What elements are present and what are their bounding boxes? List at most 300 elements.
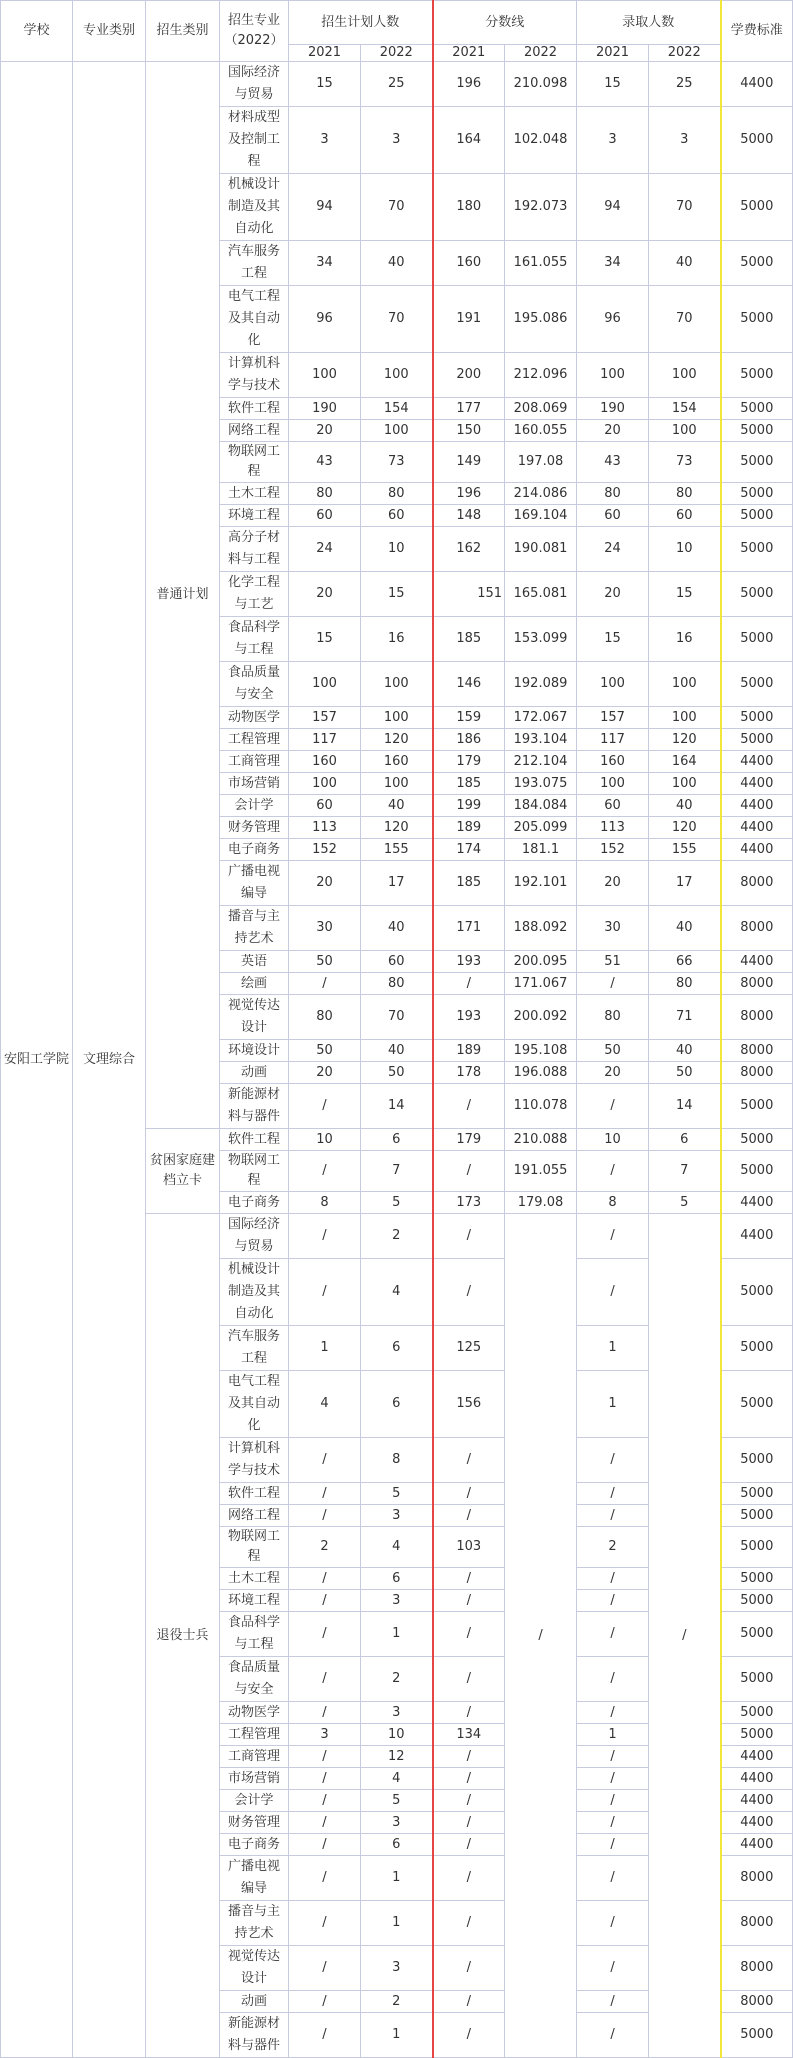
fee-cell: 8000 — [721, 1901, 793, 1946]
plan-2021-cell: / — [289, 1214, 361, 1259]
admitted-2021-cell: 10 — [577, 1129, 649, 1151]
fee-cell: 8000 — [721, 1946, 793, 1991]
score-2022-cell: 195.108 — [505, 1040, 577, 1062]
plan-2022-cell: 100 — [361, 707, 433, 729]
admitted-2021-cell: 15 — [577, 617, 649, 662]
admitted-2022-cell: 120 — [649, 817, 721, 839]
plan-2022-cell: 10 — [361, 527, 433, 572]
admitted-2021-cell: 113 — [577, 817, 649, 839]
admitted-2021-cell: 160 — [577, 751, 649, 773]
score-2022-cell: 190.081 — [505, 527, 577, 572]
admitted-2022-cell: 155 — [649, 839, 721, 861]
fee-cell: 5000 — [721, 1483, 793, 1505]
fee-cell: 5000 — [721, 483, 793, 505]
fee-cell: 8000 — [721, 1991, 793, 2013]
major-cell: 食品科学与工程 — [220, 1612, 289, 1657]
score-2021-cell: / — [433, 1590, 505, 1612]
fee-cell: 8000 — [721, 1856, 793, 1901]
plan-2022-cell: 40 — [361, 906, 433, 951]
fee-cell: 5000 — [721, 1657, 793, 1702]
major-cell: 机械设计制造及其自动化 — [220, 1259, 289, 1326]
plan-2022-cell: 3 — [361, 1946, 433, 1991]
score-2021-cell: / — [433, 1259, 505, 1326]
score-2022-cell: 184.084 — [505, 795, 577, 817]
fee-cell: 5000 — [721, 1438, 793, 1483]
plan-2022-cell: 120 — [361, 729, 433, 751]
admitted-2022-cell: 7 — [649, 1151, 721, 1192]
admitted-2021-cell: 43 — [577, 442, 649, 483]
admitted-2022-cell: / — [649, 1214, 721, 2058]
plan-2021-cell: 20 — [289, 420, 361, 442]
fee-cell: 5000 — [721, 1084, 793, 1129]
plan-2021-cell: 100 — [289, 353, 361, 398]
score-2021-cell: / — [433, 1702, 505, 1724]
major-cell: 环境工程 — [220, 505, 289, 527]
fee-cell: 4400 — [721, 1192, 793, 1214]
admitted-2021-cell: 96 — [577, 286, 649, 353]
major-cell: 视觉传达设计 — [220, 1946, 289, 1991]
fee-cell: 4400 — [721, 795, 793, 817]
score-2021-cell: / — [433, 1946, 505, 1991]
year-plan-2021: 2021 — [289, 45, 361, 62]
score-2021-cell: 180 — [433, 174, 505, 241]
score-2021-cell: 185 — [433, 617, 505, 662]
score-2021-cell: 193 — [433, 951, 505, 973]
admitted-2021-cell: / — [577, 1084, 649, 1129]
major-cell: 汽车服务工程 — [220, 1326, 289, 1371]
fee-cell: 5000 — [721, 2013, 793, 2058]
major-cell: 电子商务 — [220, 839, 289, 861]
admitted-2021-cell: 80 — [577, 483, 649, 505]
score-2021-cell: 196 — [433, 483, 505, 505]
admitted-2021-cell: / — [577, 1812, 649, 1834]
score-2021-cell: 193 — [433, 995, 505, 1040]
score-2022-cell: 210.088 — [505, 1129, 577, 1151]
plan-2021-cell: / — [289, 1702, 361, 1724]
plan-2022-cell: 60 — [361, 951, 433, 973]
score-2021-cell: 191 — [433, 286, 505, 353]
plan-2021-cell: / — [289, 1901, 361, 1946]
major-cell: 广播电视编导 — [220, 1856, 289, 1901]
plan-2021-cell: 10 — [289, 1129, 361, 1151]
plan-2022-cell: 14 — [361, 1084, 433, 1129]
plan-2022-cell: 6 — [361, 1371, 433, 1438]
admitted-2022-cell: 6 — [649, 1129, 721, 1151]
admitted-2022-cell: 60 — [649, 505, 721, 527]
admitted-2022-cell: 5 — [649, 1192, 721, 1214]
year-admitted-2022: 2022 — [649, 45, 721, 62]
plan-2022-cell: 6 — [361, 1129, 433, 1151]
plan-2021-cell: 100 — [289, 773, 361, 795]
major-cell: 新能源材料与器件 — [220, 1084, 289, 1129]
score-2022-cell: 191.055 — [505, 1151, 577, 1192]
major-cell: 网络工程 — [220, 420, 289, 442]
plan-2021-cell: / — [289, 1483, 361, 1505]
admitted-2021-cell: 15 — [577, 62, 649, 107]
plan-2022-cell: 2 — [361, 1991, 433, 2013]
major-cell: 物联网工程 — [220, 1151, 289, 1192]
fee-cell: 8000 — [721, 1040, 793, 1062]
score-2021-cell: 200 — [433, 353, 505, 398]
major-cell: 物联网工程 — [220, 442, 289, 483]
header-school: 学校 — [1, 1, 73, 62]
score-2021-cell: 185 — [433, 773, 505, 795]
major-cell: 环境设计 — [220, 1040, 289, 1062]
score-2022-cell: 205.099 — [505, 817, 577, 839]
major-cell: 工商管理 — [220, 1746, 289, 1768]
admitted-2021-cell: 3 — [577, 107, 649, 174]
admitted-2021-cell: 1 — [577, 1371, 649, 1438]
admitted-2022-cell: 16 — [649, 617, 721, 662]
plan-2022-cell: 50 — [361, 1062, 433, 1084]
score-2022-cell: 212.096 — [505, 353, 577, 398]
score-2022-cell: 110.078 — [505, 1084, 577, 1129]
table-row — [1, 62, 793, 107]
plan-2021-cell: / — [289, 1991, 361, 2013]
score-2021-cell: 103 — [433, 1527, 505, 1568]
major-cell: 工程管理 — [220, 729, 289, 751]
score-2021-cell: 174 — [433, 839, 505, 861]
admitted-2022-cell: 40 — [649, 906, 721, 951]
plan-2021-cell: 80 — [289, 483, 361, 505]
plan-2021-cell: 34 — [289, 241, 361, 286]
header-score: 分数线 — [433, 1, 577, 45]
admitted-2022-cell: 164 — [649, 751, 721, 773]
plan-2021-cell: 30 — [289, 906, 361, 951]
score-2022-cell: 212.104 — [505, 751, 577, 773]
fee-cell: 5000 — [721, 1527, 793, 1568]
header-enroll-type: 招生类别 — [146, 1, 220, 62]
plan-2022-cell: 10 — [361, 1724, 433, 1746]
score-2021-cell: 146 — [433, 662, 505, 707]
fee-cell: 5000 — [721, 442, 793, 483]
admitted-2022-cell: 3 — [649, 107, 721, 174]
plan-2022-cell: 40 — [361, 795, 433, 817]
score-2021-cell: 125 — [433, 1326, 505, 1371]
score-2021-cell: 177 — [433, 398, 505, 420]
fee-cell: 4400 — [721, 817, 793, 839]
year-score-2021: 2021 — [433, 45, 505, 62]
score-2021-cell: 179 — [433, 751, 505, 773]
plan-2021-cell: 43 — [289, 442, 361, 483]
fee-cell: 5000 — [721, 1259, 793, 1326]
plan-2021-cell: 24 — [289, 527, 361, 572]
plan-2021-cell: 117 — [289, 729, 361, 751]
score-2022-cell: 200.095 — [505, 951, 577, 973]
major-cell: 动画 — [220, 1991, 289, 2013]
score-2021-cell: 178 — [433, 1062, 505, 1084]
plan-2021-cell: / — [289, 1590, 361, 1612]
score-2021-cell: / — [433, 973, 505, 995]
major-cell: 绘画 — [220, 973, 289, 995]
plan-2021-cell: 50 — [289, 1040, 361, 1062]
plan-2022-cell: 60 — [361, 505, 433, 527]
fee-cell: 5000 — [721, 1612, 793, 1657]
fee-cell: 4400 — [721, 1812, 793, 1834]
score-2022-cell: 210.098 — [505, 62, 577, 107]
major-cell: 化学工程与工艺 — [220, 572, 289, 617]
fee-cell: 5000 — [721, 1326, 793, 1371]
admitted-2022-cell: 100 — [649, 707, 721, 729]
score-2021-cell: / — [433, 1151, 505, 1192]
plan-2022-cell: 100 — [361, 353, 433, 398]
plan-2021-cell: / — [289, 1856, 361, 1901]
plan-2021-cell: 157 — [289, 707, 361, 729]
plan-2021-cell: 3 — [289, 1724, 361, 1746]
fee-cell: 5000 — [721, 1702, 793, 1724]
admitted-2021-cell: 1 — [577, 1326, 649, 1371]
fee-cell: 5000 — [721, 1590, 793, 1612]
major-cell: 环境工程 — [220, 1590, 289, 1612]
score-2022-cell: 192.089 — [505, 662, 577, 707]
plan-2022-cell: 15 — [361, 572, 433, 617]
score-2022-cell: 188.092 — [505, 906, 577, 951]
score-2021-cell: 162 — [433, 527, 505, 572]
score-2021-cell: 189 — [433, 1040, 505, 1062]
admitted-2022-cell: 17 — [649, 861, 721, 906]
fee-cell: 5000 — [721, 572, 793, 617]
plan-2022-cell: 1 — [361, 1856, 433, 1901]
plan-2022-cell: 155 — [361, 839, 433, 861]
plan-2021-cell: / — [289, 1946, 361, 1991]
admitted-2022-cell: 15 — [649, 572, 721, 617]
fee-cell: 5000 — [721, 1151, 793, 1192]
fee-cell: 5000 — [721, 617, 793, 662]
score-2022-cell: 193.104 — [505, 729, 577, 751]
score-2022-cell: 193.075 — [505, 773, 577, 795]
score-2022-cell: 169.104 — [505, 505, 577, 527]
score-2021-cell: 186 — [433, 729, 505, 751]
admitted-2021-cell: 157 — [577, 707, 649, 729]
admitted-2021-cell: / — [577, 1946, 649, 1991]
plan-2021-cell: 96 — [289, 286, 361, 353]
fee-cell: 5000 — [721, 420, 793, 442]
fee-cell: 5000 — [721, 107, 793, 174]
plan-2021-cell: / — [289, 1438, 361, 1483]
score-2021-cell: 156 — [433, 1371, 505, 1438]
fee-cell: 5000 — [721, 1129, 793, 1151]
fee-cell: 5000 — [721, 353, 793, 398]
admitted-2021-cell: 20 — [577, 572, 649, 617]
admitted-2021-cell: / — [577, 1483, 649, 1505]
fee-cell: 5000 — [721, 527, 793, 572]
fee-cell: 4400 — [721, 1746, 793, 1768]
score-2021-cell: 179 — [433, 1129, 505, 1151]
score-2021-cell: / — [433, 1657, 505, 1702]
admitted-2021-cell: 100 — [577, 353, 649, 398]
plan-2021-cell: / — [289, 1657, 361, 1702]
plan-2022-cell: 2 — [361, 1657, 433, 1702]
admitted-2021-cell: / — [577, 1702, 649, 1724]
admitted-2021-cell: 24 — [577, 527, 649, 572]
major-cell: 会计学 — [220, 1790, 289, 1812]
fee-cell: 4400 — [721, 751, 793, 773]
plan-2021-cell: / — [289, 1568, 361, 1590]
fee-cell: 5000 — [721, 286, 793, 353]
score-2021-cell: / — [433, 1812, 505, 1834]
major-cell: 土木工程 — [220, 1568, 289, 1590]
score-2021-cell: / — [433, 1084, 505, 1129]
admitted-2022-cell: 70 — [649, 174, 721, 241]
plan-2022-cell: 3 — [361, 1505, 433, 1527]
score-2021-cell: / — [433, 1612, 505, 1657]
admitted-2021-cell: 117 — [577, 729, 649, 751]
fee-cell: 5000 — [721, 241, 793, 286]
major-cell: 物联网工程 — [220, 1527, 289, 1568]
plan-2021-cell: 20 — [289, 861, 361, 906]
major-cell: 工程管理 — [220, 1724, 289, 1746]
plan-2021-cell: 15 — [289, 62, 361, 107]
plan-2021-cell: 2 — [289, 1527, 361, 1568]
score-2022-cell: 160.055 — [505, 420, 577, 442]
score-2021-cell: / — [433, 1768, 505, 1790]
year-admitted-2021: 2021 — [577, 45, 649, 62]
plan-2022-cell: 4 — [361, 1259, 433, 1326]
plan-2021-cell: 152 — [289, 839, 361, 861]
plan-2021-cell: 190 — [289, 398, 361, 420]
score-2021-cell: 149 — [433, 442, 505, 483]
fee-cell: 4400 — [721, 1790, 793, 1812]
admitted-2021-cell: / — [577, 1505, 649, 1527]
plan-2022-cell: 70 — [361, 995, 433, 1040]
fee-cell: 5000 — [721, 174, 793, 241]
admitted-2021-cell: / — [577, 1856, 649, 1901]
major-cell: 视觉传达设计 — [220, 995, 289, 1040]
year-plan-2022: 2022 — [361, 45, 433, 62]
plan-2022-cell: 7 — [361, 1151, 433, 1192]
major-cell: 工商管理 — [220, 751, 289, 773]
score-2021-cell: / — [433, 1790, 505, 1812]
score-2021-cell: / — [433, 1505, 505, 1527]
plan-2022-cell: 70 — [361, 174, 433, 241]
admitted-2021-cell: 20 — [577, 861, 649, 906]
school-cell: 安阳工学院 — [1, 62, 73, 2058]
plan-2022-cell: 100 — [361, 420, 433, 442]
plan-2022-cell: 16 — [361, 617, 433, 662]
admitted-2022-cell: 80 — [649, 973, 721, 995]
fee-cell: 8000 — [721, 995, 793, 1040]
plan-2021-cell: / — [289, 1084, 361, 1129]
score-2022-cell: 102.048 — [505, 107, 577, 174]
plan-2021-cell: / — [289, 1812, 361, 1834]
plan-2022-cell: 4 — [361, 1527, 433, 1568]
major-cell: 财务管理 — [220, 817, 289, 839]
plan-2021-cell: / — [289, 1505, 361, 1527]
score-2021-cell: / — [433, 1901, 505, 1946]
major-cell: 电气工程及其自动化 — [220, 1371, 289, 1438]
plan-2022-cell: 17 — [361, 861, 433, 906]
admitted-2021-cell: 2 — [577, 1527, 649, 1568]
score-2022-cell: / — [505, 1214, 577, 2058]
admitted-2022-cell: 14 — [649, 1084, 721, 1129]
score-2021-cell: / — [433, 1856, 505, 1901]
score-2021-cell: 171 — [433, 906, 505, 951]
major-cell: 材料成型及控制工程 — [220, 107, 289, 174]
admitted-2021-cell: 20 — [577, 1062, 649, 1084]
admitted-2021-cell: / — [577, 2013, 649, 2058]
major-cell: 市场营销 — [220, 1768, 289, 1790]
admitted-2021-cell: / — [577, 1438, 649, 1483]
score-2022-cell: 179.08 — [505, 1192, 577, 1214]
fee-cell: 5000 — [721, 707, 793, 729]
year-score-2022: 2022 — [505, 45, 577, 62]
major-cell: 市场营销 — [220, 773, 289, 795]
admitted-2022-cell: 40 — [649, 241, 721, 286]
plan-2022-cell: 5 — [361, 1483, 433, 1505]
admitted-2021-cell: / — [577, 1834, 649, 1856]
plan-2021-cell: 50 — [289, 951, 361, 973]
admitted-2021-cell: / — [577, 1612, 649, 1657]
score-2022-cell: 192.073 — [505, 174, 577, 241]
admitted-2022-cell: 40 — [649, 1040, 721, 1062]
admitted-2021-cell: / — [577, 973, 649, 995]
plan-2022-cell: 1 — [361, 1901, 433, 1946]
admitted-2022-cell: 80 — [649, 483, 721, 505]
score-2022-cell: 181.1 — [505, 839, 577, 861]
major-cell: 计算机科学与技术 — [220, 1438, 289, 1483]
score-2021-cell: / — [433, 1214, 505, 1259]
plan-2021-cell: 100 — [289, 662, 361, 707]
plan-2022-cell: 4 — [361, 1768, 433, 1790]
admitted-2021-cell: / — [577, 1768, 649, 1790]
admitted-2021-cell: / — [577, 1657, 649, 1702]
plan-2022-cell: 100 — [361, 662, 433, 707]
admitted-2021-cell: 60 — [577, 795, 649, 817]
admitted-2021-cell: 50 — [577, 1040, 649, 1062]
major-cell: 食品质量与安全 — [220, 662, 289, 707]
score-2021-cell: / — [433, 1483, 505, 1505]
fee-cell: 8000 — [721, 861, 793, 906]
major-cell: 汽车服务工程 — [220, 241, 289, 286]
plan-2022-cell: 80 — [361, 973, 433, 995]
score-2022-cell: 165.081 — [505, 572, 577, 617]
fee-cell: 5000 — [721, 1505, 793, 1527]
admitted-2021-cell: 20 — [577, 420, 649, 442]
plan-2022-cell: 25 — [361, 62, 433, 107]
score-2022-cell: 171.067 — [505, 973, 577, 995]
plan-2021-cell: 80 — [289, 995, 361, 1040]
plan-2022-cell: 6 — [361, 1326, 433, 1371]
admitted-2021-cell: 100 — [577, 773, 649, 795]
plan-2022-cell: 1 — [361, 2013, 433, 2058]
plan-2021-cell: / — [289, 1612, 361, 1657]
major-cell: 电气工程及其自动化 — [220, 286, 289, 353]
plan-2021-cell: 3 — [289, 107, 361, 174]
major-cell: 高分子材料与工程 — [220, 527, 289, 572]
admitted-2021-cell: / — [577, 1214, 649, 1259]
plan-2022-cell: 1 — [361, 1612, 433, 1657]
admitted-2022-cell: 100 — [649, 353, 721, 398]
score-2021-cell: 173 — [433, 1192, 505, 1214]
plan-2021-cell: / — [289, 1768, 361, 1790]
plan-2022-cell: 160 — [361, 751, 433, 773]
plan-2022-cell: 8 — [361, 1438, 433, 1483]
admitted-2022-cell: 120 — [649, 729, 721, 751]
admitted-2021-cell: / — [577, 1901, 649, 1946]
plan-2021-cell: 113 — [289, 817, 361, 839]
major-cell: 动物医学 — [220, 707, 289, 729]
score-2021-cell: 199 — [433, 795, 505, 817]
major-cell: 软件工程 — [220, 1483, 289, 1505]
admitted-2021-cell: / — [577, 1259, 649, 1326]
enroll-type-cell: 贫困家庭建档立卡 — [146, 1129, 220, 1214]
header-major-type: 专业类别 — [73, 1, 146, 62]
fee-cell: 8000 — [721, 1062, 793, 1084]
score-2021-cell: 150 — [433, 420, 505, 442]
fee-cell: 4400 — [721, 1768, 793, 1790]
fee-cell: 5000 — [721, 398, 793, 420]
score-2021-cell: 134 — [433, 1724, 505, 1746]
